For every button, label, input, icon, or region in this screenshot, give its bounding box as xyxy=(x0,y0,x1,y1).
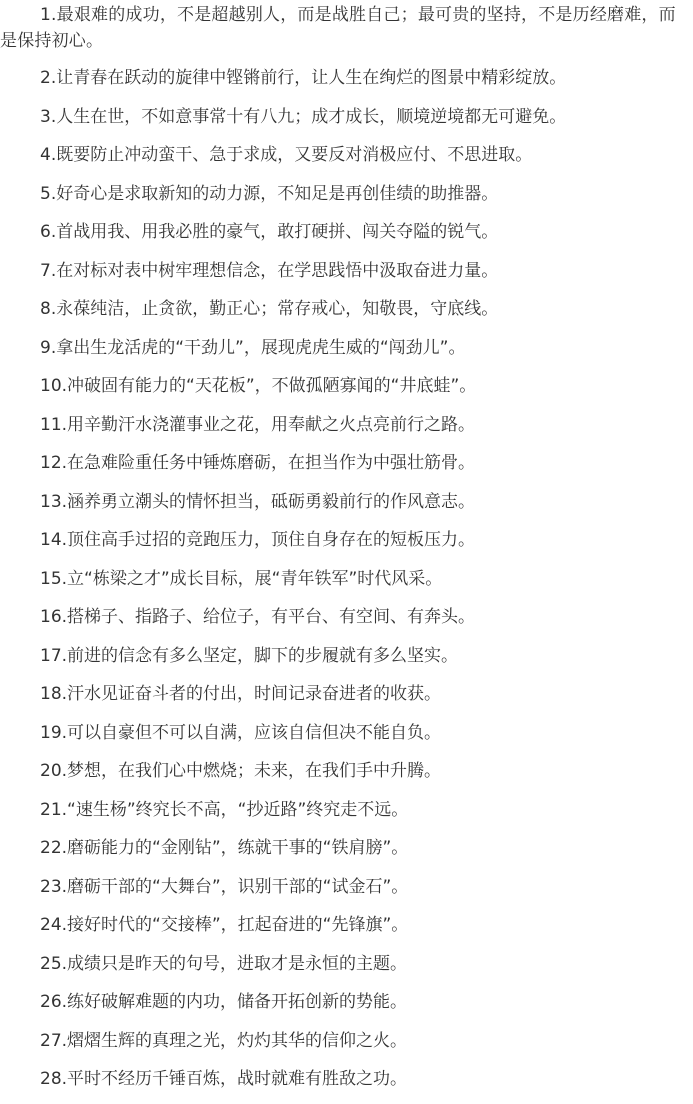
paragraph-18: 18.汗水见证奋斗者的付出，时间记录奋进者的收获。 xyxy=(40,684,442,704)
paragraph-10: 10.冲破固有能力的“天花板”，不做孤陋寡闻的“井底蛙”。 xyxy=(40,376,477,396)
paragraph-24: 24.接好时代的“交接棒”，扛起奋进的“先锋旗”。 xyxy=(40,915,409,935)
paragraph-15: 15.立“栋梁之才”成长目标，展“青年铁军”时代风采。 xyxy=(40,568,443,589)
paragraph-5: 5.好奇心是求取新知的动力源，不知足是再创佳绩的助推器。 xyxy=(40,183,499,204)
paragraph-4: 4.既要防止冲动蛮干、急于求成，又要反对消极应付、不思进取。 xyxy=(40,145,533,165)
paragraph-17: 17.前进的信念有多么坚定，脚下的步履就有多么坚实。 xyxy=(40,645,459,666)
paragraph-7: 7.在对标对表中树牢理想信念，在学思践悟中汲取奋进力量。 xyxy=(40,260,499,281)
paragraph-12: 12.在急难险重任务中锤炼磨砺，在担当作为中强壮筋骨。 xyxy=(40,453,476,473)
paragraph-6: 6.首战用我、用我必胜的豪气，敢打硬拼、闯关夺隘的锐气。 xyxy=(40,222,499,242)
paragraph-27: 27.熠熠生辉的真理之光，灼灼其华的信仰之火。 xyxy=(40,1030,408,1051)
paragraph-14: 14.顶住高手过招的竞跑压力，顶住自身存在的短板压力。 xyxy=(40,530,476,550)
paragraph-9: 9.拿出生龙活虎的“干劲儿”，展现虎虎生威的“闯劲儿”。 xyxy=(40,337,466,358)
paragraph-3: 3.人生在世，不如意事常十有八九；成才成长，顺境逆境都无可避免。 xyxy=(40,106,567,127)
paragraph-25: 25.成绩只是昨天的句号，进取才是永恒的主题。 xyxy=(40,953,408,974)
paragraph-11: 11.用辛勤汗水浇灌事业之花，用奉献之火点亮前行之路。 xyxy=(40,414,476,435)
paragraph-28: 28.平时不经历千锤百炼，战时就难有胜敌之功。 xyxy=(40,1069,408,1089)
paragraph-21: 21.“速生杨”终究长不高，“抄近路”终究走不远。 xyxy=(40,799,409,820)
paragraph-19: 19.可以自豪但不可以自满，应该自信但决不能自负。 xyxy=(40,722,442,743)
paragraph-26: 26.练好破解难题的内功，储备开拓创新的势能。 xyxy=(40,992,408,1012)
sentence-list xyxy=(0,64,566,1104)
paragraph-2: 2.让青春在跃动的旋律中铿锵前行，让人生在绚烂的图景中精彩绽放。 xyxy=(40,68,567,88)
paragraph-16: 16.搭梯子、指路子、给位子，有平台、有空间、有奔头。 xyxy=(40,607,476,627)
paragraph-13: 13.涵养勇立潮头的情怀担当，砥砺勇毅前行的作风意志。 xyxy=(40,491,476,512)
paragraph-8: 8.永葆纯洁，止贪欲，勤正心；常存戒心，知敬畏，守底线。 xyxy=(40,299,499,319)
paragraph-23: 23.磨砺干部的“大舞台”，识别干部的“试金石”。 xyxy=(40,876,409,897)
paragraph-20: 20.梦想，在我们心中燃烧；未来，在我们手中升腾。 xyxy=(40,761,442,781)
paragraph-22: 22.磨砺能力的“金刚钻”，练就干事的“铁肩膀”。 xyxy=(40,838,409,858)
paragraph-1: 1.最艰难的成功，不是超越别人，而是战胜自己；最可贵的坚持，不是历经磨难，而是保持初心。 xyxy=(0,5,676,51)
